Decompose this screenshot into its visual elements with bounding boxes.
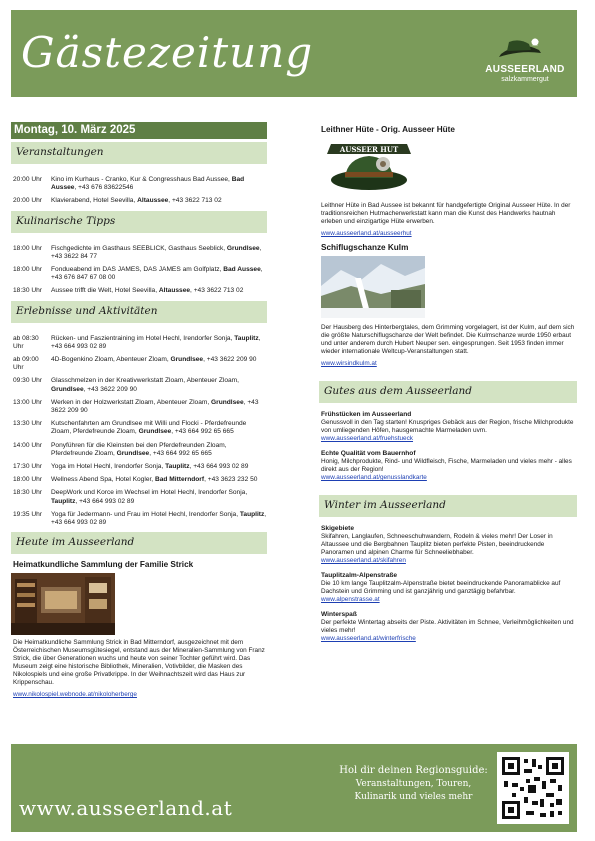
day-heading: Montag, 10. März 2025 xyxy=(11,122,267,139)
huete-link[interactable]: www.ausseerland.at/ausseerhut xyxy=(321,230,412,237)
ausseerland-logo xyxy=(485,28,565,88)
veranstaltungen-list xyxy=(11,176,267,206)
list-item: Tauplitzalm-Alpenstraße Die 10 km lange Tauplitzalm-Alpenstraße bietet beeindruckende Panoramablicke auf Dachstein und Grimming und ist ganzjährig und ganztägig befahrbar. www.alpenstrasse.at xyxy=(319,572,577,603)
list-item: 20:00 Uhr Kino im Kurhaus - Cranko, Kur & Congresshaus Bad Aussee, Bad Aussee, +43 676 83622546 xyxy=(13,176,245,192)
list-item: 20:00 Uhr Klavierabend, Hotel Seevilla, Altaussee, +43 3622 713 02 xyxy=(13,197,222,205)
list-item: 17:30 Uhr Yoga im Hotel Hechl, Irendorfer Sonja, Tauplitz, +43 664 993 02 89 xyxy=(13,463,249,471)
page-title: Gästezeitung xyxy=(21,28,314,77)
section-kulinarische-tipps: Kulinarische Tipps xyxy=(11,211,267,233)
section-veranstaltungen: Veranstaltungen xyxy=(11,142,267,164)
heute-link[interactable]: www.nikolospiel.webnode.at/nikoloherberge xyxy=(13,691,137,699)
list-item: Echte Qualität vom Bauernhof Honig, Milchprodukte, Rind- und Wildfleisch, Fische, Marmeladen und vieles mehr - alles direkt aus der Region! www.ausseerland.at/genusslandkarte xyxy=(319,450,577,481)
kulm-photo xyxy=(321,256,425,318)
kulinarisch-list xyxy=(11,245,267,296)
kulm-text: Der Hausberg des Hinterbergtales, dem Grimming vorgelagert, ist der Kulm, auf dem sich die größte Naturschiflugschanze der Welt befindet. Die Kulmschanze wurde 1950 erbaut und unter anderem durch Hubert Neuper sen. eingesprungen. Seit 1953 finden immer wieder internationale Weltcup-Veranstaltungen statt. xyxy=(321,324,575,355)
regionsguide-promo: Hol dir deinen Regionsguide: Veranstaltungen, Touren, Kulinarik und vieles mehr xyxy=(339,765,488,802)
list-item: Skigebiete Skifahren, Langlaufen, Schneeschuhwandern, Rodeln & vieles mehr! Der Loser in Altaussee und die Bergbahnen Tauplitz bieten perfekte Pisten, beeindruckende Panoramen und alpinen Charme für Schneeliebhaber. www.ausseerland.at/skifahren xyxy=(319,525,577,564)
heute-text: Die Heimatkundliche Sammlung Strick in Bad Mitterndorf, ausgezeichnet mit dem Österreichischen Museumsgütesiegel, entstand aus der Mineralien-Sammlung von Franz Strick, die über Generationen wuchs und heute von seiner Tochter geführt wird. Das Museum zeigt eine historische Bibliothek, Mineralien, Votivbilder, die Masken des Nikolospiels und eine große Privatkrippe. In der Weihnachtszeit wird das Haus zur Krippenschau. xyxy=(13,639,265,687)
list-item: 09:30 Uhr Glasschmelzen in der Kreativwerkstatt Zloam, Abenteuer Zloam, Grundlsee, +43 3622 209 90 xyxy=(13,377,239,393)
logo-brand: AUSSEERLAND xyxy=(485,64,565,75)
gutes-link[interactable]: www.ausseerland.at/genusslandkarte xyxy=(321,474,427,481)
list-item: ab 09:00 Uhr 4D-Bogenkino Zloam, Abenteuer Zloam, Grundlsee, +43 3622 209 90 xyxy=(13,356,257,372)
winter-list xyxy=(319,525,577,642)
section-heute: Heute im Ausseerland xyxy=(11,532,267,554)
list-item: 14:00 Uhr Ponyführen für die Kleinsten bei den Pferdefreunden Zloam, Pferdefreunde Zloam, Grundlsee, +43 664 992 65 665 xyxy=(13,441,227,457)
kulm-link[interactable]: www.wirsindkulm.at xyxy=(321,360,377,367)
erlebnisse-list xyxy=(11,335,267,528)
huete-title: Leithner Hüte - Orig. Ausseer Hüte xyxy=(321,125,455,134)
list-item: ab 08:30 Uhr Rücken- und Faszientraining im Hotel Hechl, Irendorfer Sonja, Tauplitz, +43 664 993 02 89 xyxy=(13,334,261,350)
hat-icon xyxy=(495,36,545,62)
hut-sign: AUSSEER HUT xyxy=(339,145,399,154)
hat-shop-photo xyxy=(321,138,417,196)
section-erlebnisse: Erlebnisse und Aktivitäten xyxy=(11,301,267,323)
winter-link[interactable]: www.ausseerland.at/skifahren xyxy=(321,557,406,564)
list-item: 13:30 Uhr Kutschenfahrten am Grundlsee mit Willi und Flocki - Pferdefreunde Zloam, Pferdefreunde Zloam, Grundlsee, +43 664 992 65 665 xyxy=(13,420,247,436)
logo-sub: salzkammergut xyxy=(501,76,549,83)
list-item: Winterspaß Der perfekte Wintertag abseits der Piste. Aktivitäten im Schnee, Verleihmöglichkeiten und vieles mehr! www.ausseerland.at/winterfrische xyxy=(319,611,577,642)
list-item: Frühstücken im Ausseerland Genussvoll in den Tag starten! Knuspriges Gebäck aus der Region, frische Milchprodukte von umliegenden Höfen, hausgemachte Marmeladen uvm. www.ausseerland.at/fruehstueck xyxy=(319,411,577,442)
list-item: 19:35 Uhr Yoga für Jedermann- und Frau im Hotel Hechl, Irendorfer Sonja, Tauplitz, +43 664 993 02 89 xyxy=(13,510,267,527)
right-column xyxy=(319,122,577,642)
footer-banner xyxy=(11,744,577,832)
museum-photo xyxy=(11,573,115,635)
qr-code-icon[interactable] xyxy=(497,752,569,824)
header-banner xyxy=(11,10,577,97)
list-item: 18:00 Uhr Fondueabend im DAS JAMES, DAS JAMES am Golfplatz, Bad Aussee, +43 676 847 67 08 00 xyxy=(13,266,263,282)
list-item: 18:00 Uhr Fischgedichte im Gasthaus SEEBLICK, Gasthaus Seeblick, Grundlsee, +43 3622 84 77 xyxy=(13,244,262,260)
section-winter: Winter im Ausseerland xyxy=(319,495,577,517)
footer-url[interactable]: www.ausseerland.at xyxy=(19,796,233,820)
gutes-link[interactable]: www.ausseerland.at/fruehstueck xyxy=(321,435,414,442)
kulm-title: Schiflugschanze Kulm xyxy=(321,243,409,252)
list-item: 18:30 Uhr Aussee trifft die Welt, Hotel Seevilla, Altaussee, +43 3622 713 02 xyxy=(13,287,244,295)
gutes-list xyxy=(319,411,577,481)
huete-text: Leithner Hüte in Bad Aussee ist bekannt für handgefertigte Original Ausseer Hüte. In der traditionsreichen Hutmacherwerkstatt kann man die Kunst des Handwerks hautnah erleben und einzigartige Hüte erwerben. xyxy=(321,202,571,225)
winter-link[interactable]: www.ausseerland.at/winterfrische xyxy=(321,635,416,642)
list-item: 18:30 Uhr DeepWork und Korce im Wechsel im Hotel Hechl, Irendorfer Sonja, Tauplitz, +43 664 993 02 89 xyxy=(13,489,248,505)
list-item: 13:00 Uhr Werken in der Holzwerkstatt Zloam, Abenteuer Zloam, Grundlsee, +43 3622 209 90 xyxy=(13,398,259,415)
section-gutes: Gutes aus dem Ausseerland xyxy=(319,381,577,403)
left-column xyxy=(11,122,267,698)
heute-title: Heimatkundliche Sammlung der Familie Strick xyxy=(13,560,194,570)
list-item: 18:00 Uhr Wellness Abend Spa, Hotel Kogler, Bad Mitterndorf, +43 3623 232 50 xyxy=(13,476,258,484)
winter-link[interactable]: www.alpenstrasse.at xyxy=(321,596,380,603)
